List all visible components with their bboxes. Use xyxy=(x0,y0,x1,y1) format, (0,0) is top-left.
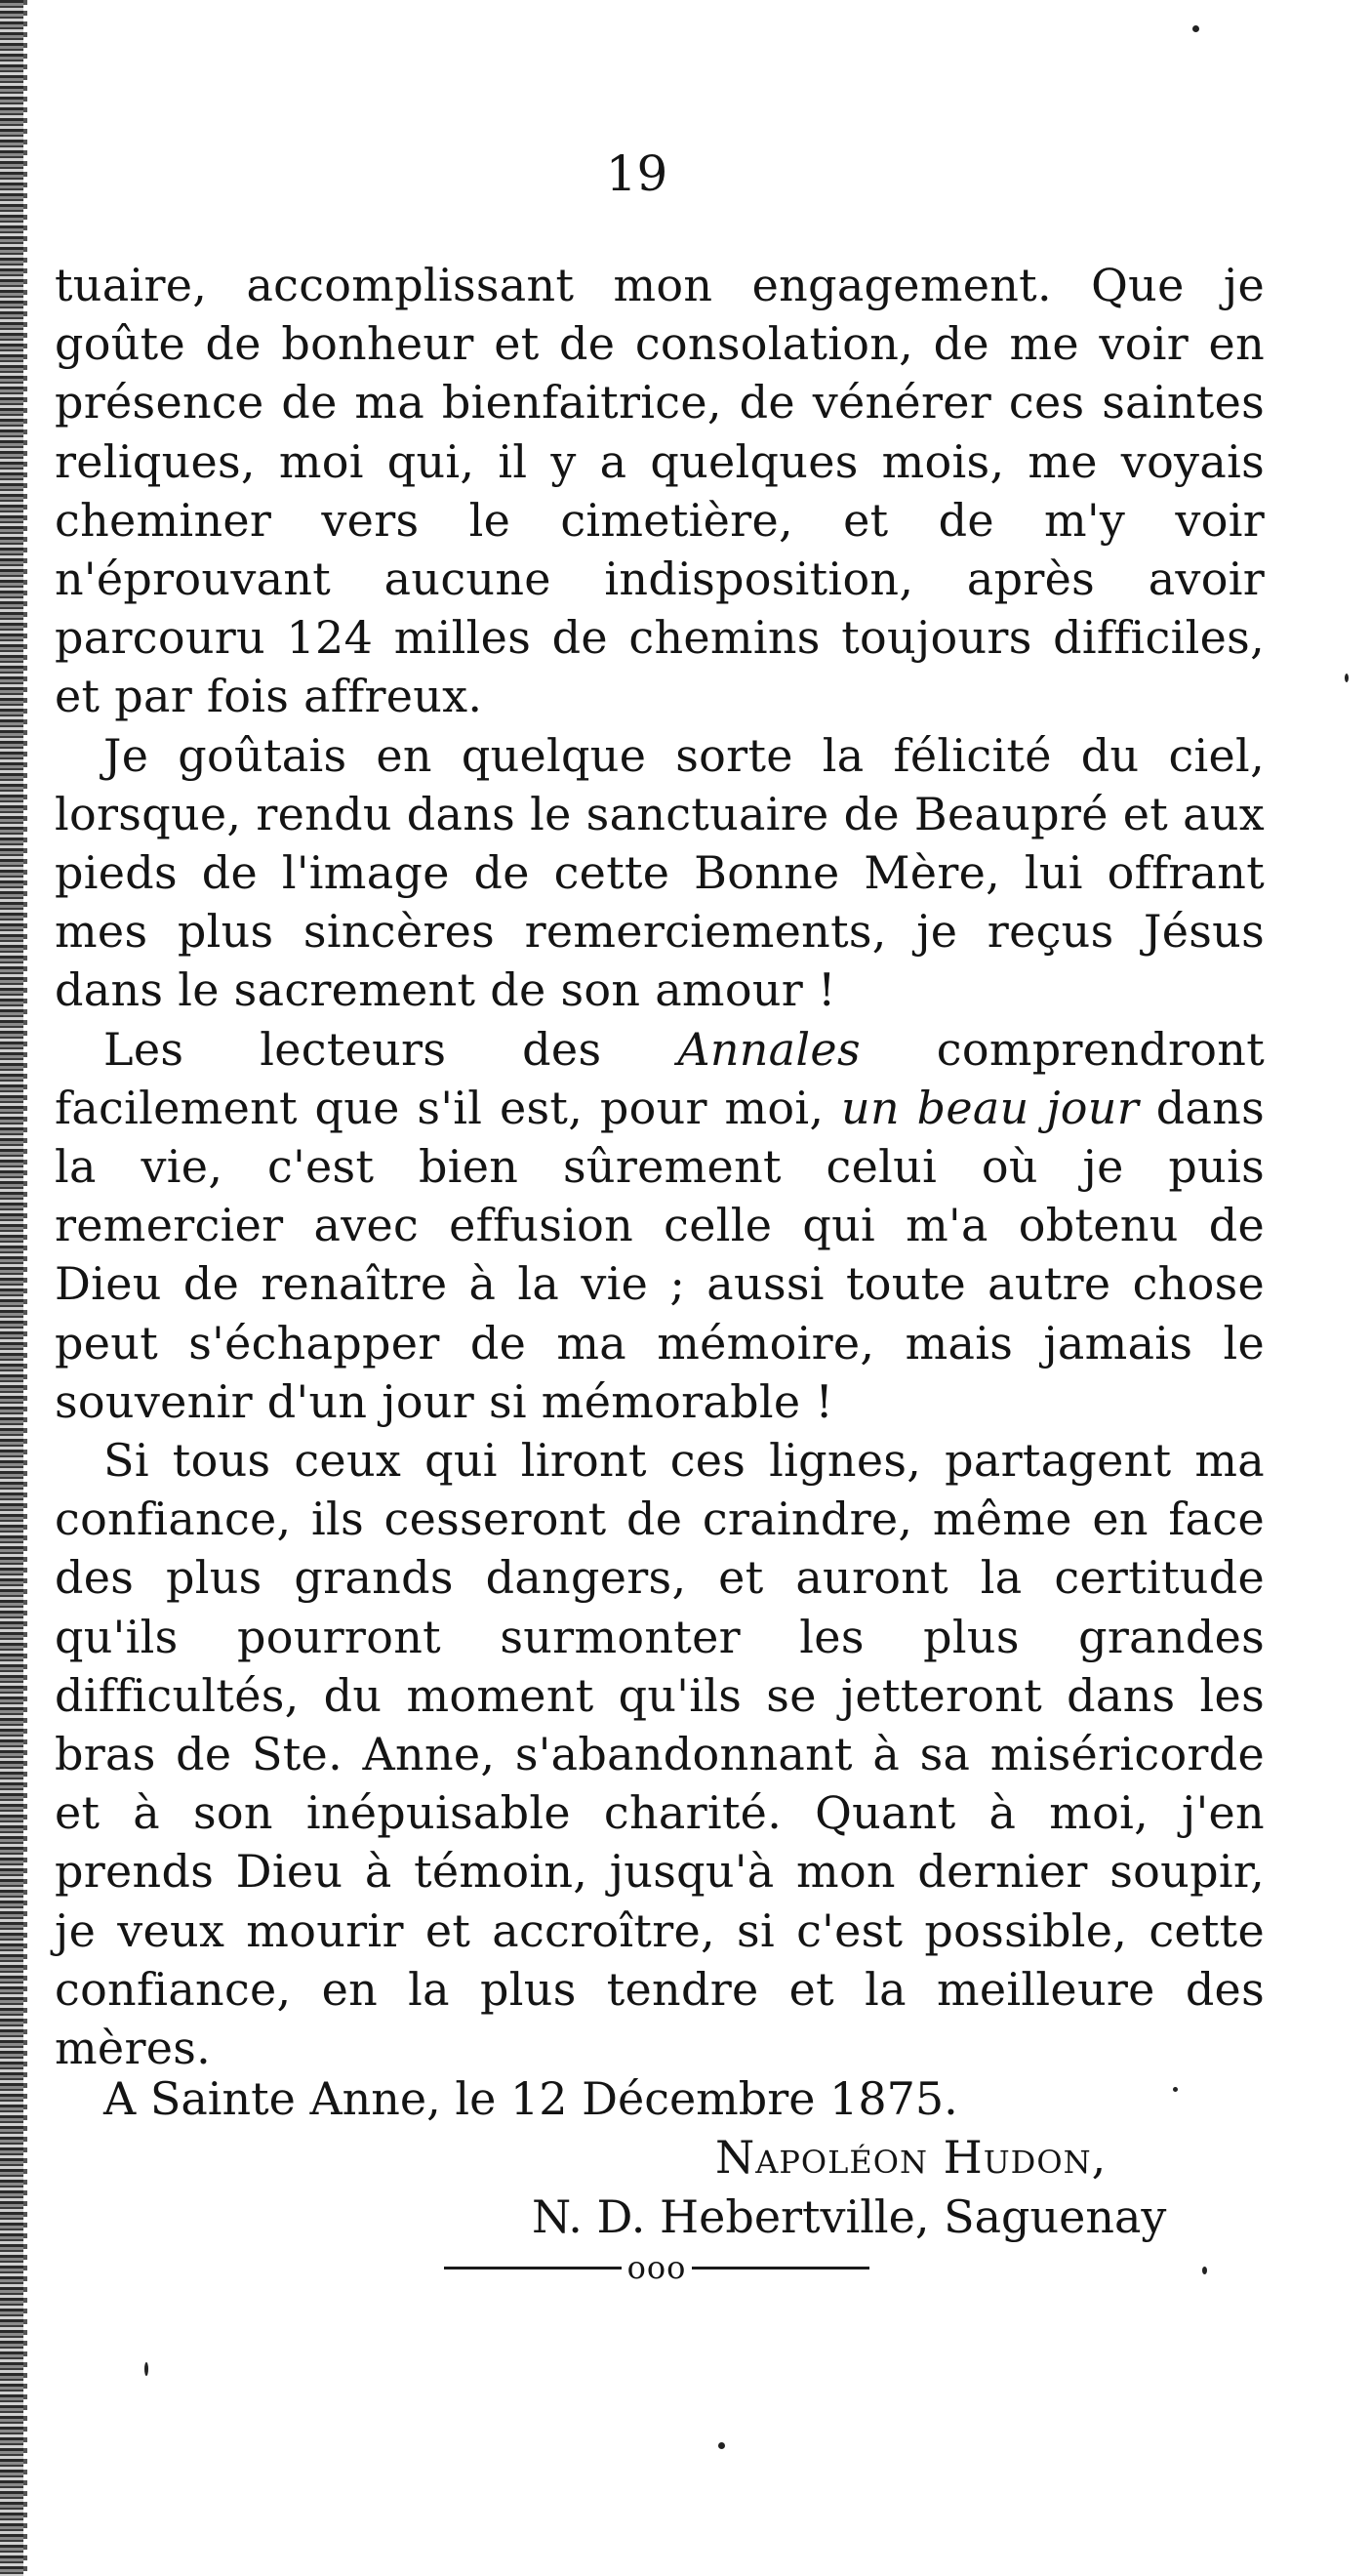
paragraph-1 xyxy=(55,256,1265,726)
print-speck xyxy=(718,2442,725,2449)
paragraph-3-text-b: comprendront facilement que s'il est, pour moi, xyxy=(55,1022,1266,1134)
page-binding-edge xyxy=(0,0,23,2576)
paragraph-3-text-a: Les lecteurs des xyxy=(103,1022,678,1076)
paragraph-3 xyxy=(55,1020,1265,1431)
divider-rule-right xyxy=(692,2267,869,2269)
paragraph-2 xyxy=(55,726,1265,1020)
page-number: 19 xyxy=(605,145,668,202)
paragraph-3-text-c: dans la vie, c'est bien sûrement celui où je puis remercier avec effusion celle qui m'a obtenu de Dieu de renaître à la vie ; aussi toute autre chose peut s'échapper de ma mémoire, mais jamais le souvenir d'un jour si mémorable ! xyxy=(55,1081,1266,1428)
paragraph-4 xyxy=(55,1431,1265,2077)
divider-rule-left xyxy=(444,2267,622,2269)
divider-mark: ooo xyxy=(626,2249,687,2286)
beau-jour-emphasis: un beau jour xyxy=(841,1081,1139,1134)
paragraph-2-text: Je goûtais en quelque sorte la félicité du ciel, lorsque, rendu dans le sanctuaire de Beaupré et aux pieds de l'image de cette Bonne Mère, lui offrant mes plus sincères remerciements, je reçus Jésus dans le sacrement de son amour ! xyxy=(55,728,1265,1017)
print-speck xyxy=(1173,2087,1178,2092)
body-text xyxy=(55,256,1265,2077)
annales-title: Annales xyxy=(677,1022,861,1076)
section-divider xyxy=(444,2245,869,2290)
print-speck xyxy=(1202,2267,1207,2274)
print-speck xyxy=(144,2362,148,2376)
signature-name: Napoléon Hudon, xyxy=(715,2131,1108,2184)
paragraph-1-text: tuaire, accomplissant mon engagement. Que je goûte de bonheur et de consolation, de me voir en présence de ma bienfaitrice, de vénérer ces saintes reliques, moi qui, il y a quelques mois, me voyais cheminer vers le cimetière, et de m'y voir n'éprouvant aucune indisposition, après avoir parcouru 124 milles de chemins toujours difficiles, et par fois affreux. xyxy=(55,259,1265,723)
print-speck xyxy=(1345,674,1349,682)
paragraph-4-text: Si tous ceux qui liront ces lignes, partagent ma confiance, ils cesseront de craindre, même en face des plus grands dangers, et auront la certitude qu'ils pourront surmonter les plus grandes difficultés, du moment qu'ils se jetteront dans les bras de Ste. Anne, s'abandonnant à sa miséricorde et à son inépuisable charité. Quant à moi, j'en prends Dieu à témoin, jusqu'à mon dernier soupir, je veux mourir et accroître, si c'est possible, cette confiance, en la plus tendre et la meilleure des mères. xyxy=(55,1434,1265,2075)
dateline: A Sainte Anne, le 12 Décembre 1875. xyxy=(103,2072,958,2125)
print-speck xyxy=(1192,25,1199,32)
signature-place: N. D. Hebertville, Saguenay xyxy=(532,2190,1167,2243)
